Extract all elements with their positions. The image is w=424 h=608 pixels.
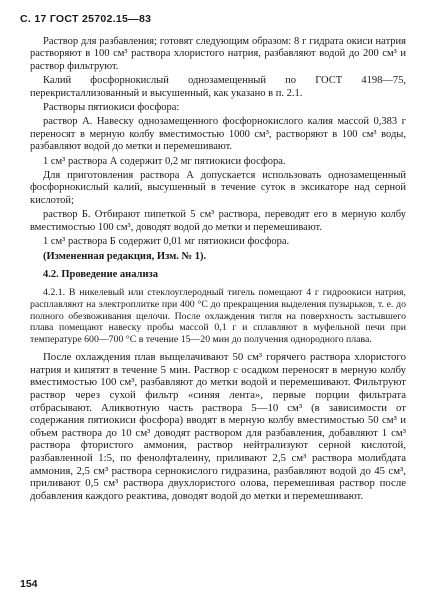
paragraph-4-2-1: 4.2.1. В никелевый или стеклоуглеродный тигель помещают 4 г гидроокиси натрия, расплавляют на электроплитке при 400 °С до прекращения выделения пузырьков, т. е. до полного обезвоживания щелочи. После охлаждения тигля на поверхность застывшего плава помещают навеску пробы массой 0,1 г и сплавляют в муфельной печи при температуре 600—700 °С в течение 15—20 мин до получения однородного плава.: [30, 287, 406, 345]
paragraph-solutions-heading: Растворы пятиокиси фосфора:: [43, 102, 180, 114]
section-heading-analysis: 4.2. Проведение анализа: [43, 268, 158, 280]
page-number: 154: [20, 578, 38, 590]
paragraph-solution-b: раствор Б. Отбирают пипеткой 5 см³ раствора, переводят его в мерную колбу вместимостью 100 см³, доводят водой до метки и перемешивают.: [30, 209, 406, 233]
paragraph-solution-a-note: Для приготовления раствора А допускается использовать однозамещенный фосфорнокислый калий, высушенный в течение суток в эксикаторе над серной кислотой;: [30, 170, 406, 206]
paragraph-solution-a-content: 1 см³ раствора А содержит 0,2 мг пятиокиси фосфора.: [43, 155, 286, 167]
paragraph-solution-a: раствор А. Навеску однозамещенного фосфорнокислого калия массой 0,383 г переносят в мерную колбу вместимостью 1000 см³, растворяют в 100 см³ воды, разбавляют водой до метки и перемешивают.: [30, 116, 406, 153]
paragraph-leaching-procedure: После охлаждения плав выщелачивают 50 см³ горячего раствора хлористого натрия и кипятят в течение 5 мин. Раствор с осадком переносят в мерную колбу вместимостью 100 см³, разбавляют до метки водой и перемешивают. Фильтруют раствор через сухой фильтр «синяя лента», первые порции фильтрата отбрасывают. Аликвотную часть раствора 5—10 см³ (в зависимости от содержания пятиокиси фосфора) вводят в мерную колбу вместимостью 50 см³ и объем раствора до 10 см³ доводят раствором для разбавления, добавляют 1 см³ раствора фтористого аммония, раствор нейтрализуют серной кислотой, разбавленной 1:5, по фенолфталеину, приливают 2,5 см³ раствора молибдата аммония, 2,5 см³ раствора сернокислого гидразина, разбавляют водой до 45 см³, приливают 0,5 см³ раствора двухлористого олова, перемешивая раствор после добавления каждого реактива, доводят водой до метки и перемешивают.: [30, 351, 406, 502]
paragraph-solution-b-content: 1 см³ раствора Б содержит 0,01 мг пятиокиси фосфора.: [43, 236, 290, 248]
paragraph-dilution-solution: Раствор для разбавления; готовят следующим образом: 8 г гидрата окиси натрия растворяют в 100 см³ раствора хлористого натрия, разбавляют водой до 200 см³ и раствор фильтруют.: [30, 36, 406, 72]
paragraph-potassium-phosphate: Калий фосфорнокислый однозамещенный по ГОСТ 4198—75, перекристаллизованный и высушенный, как указано в п. 2.1.: [30, 75, 406, 99]
paragraph-amendment-note: (Измененная редакция, Изм. № 1).: [43, 250, 207, 262]
page-header: С. 17 ГОСТ 25702.15—83: [20, 13, 152, 25]
document-body: [30, 36, 406, 502]
